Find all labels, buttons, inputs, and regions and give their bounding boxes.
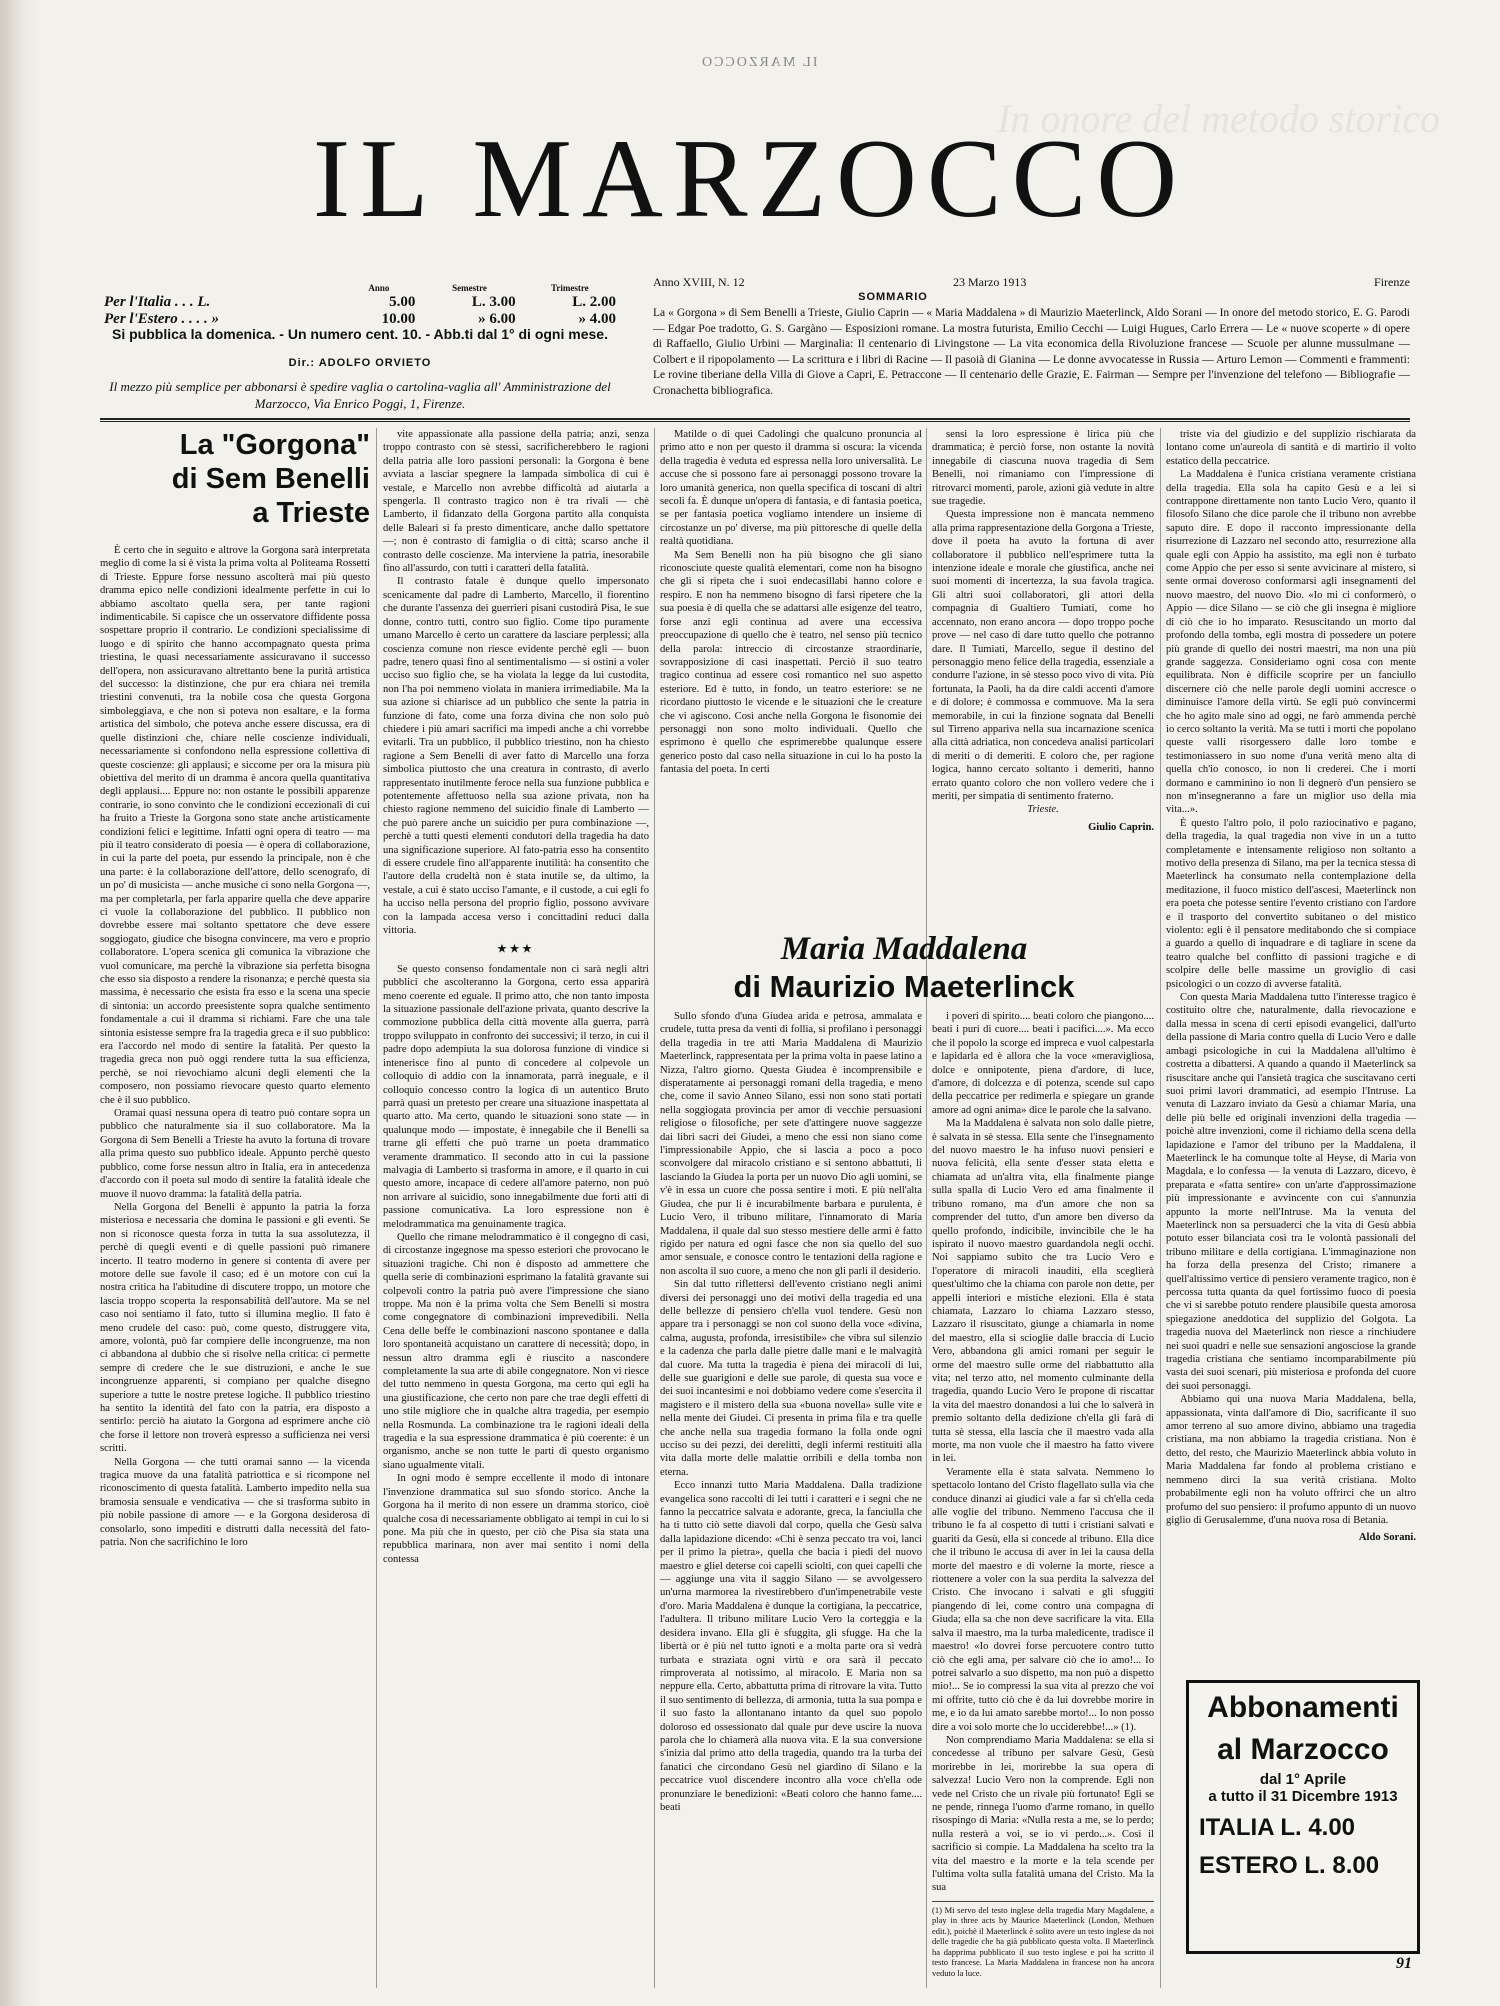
dateline: Trieste. (1027, 804, 1059, 816)
paragraph: Veramente ella è stata salvata. Nemmeno lo spettacolo lontano del Cristo flagellato sulla via che conduce dinanzi ai giudici vale a far sì ch'ella ceda alle voglie del tribuno. Nemmeno l'accusa che il tribuno le fa al cospetto di tutti i cristiani salvati e guariti da Gesù, ella si concede al tribuno. Ella dice che il tribuno le accusa di aver in lei la causa della morte del maestro e di volerne la morte, riesce a riottenere a voler con la sua perdita la salvezza del Cristo. Che invocano i salvati e gli sfuggiti piangendo di lei, come contro una compagna di Giuda; ella sa che non deve sacrificare la vita. Ella salva il maestro, ma la turba maledicente, tradisce il maestro! «Io dovrei forse percuotere contro tutto ciò che egli ama, per salvare ciò che io amo!... Io potrei salvarlo a suo dispetto, ma non può a dispetto mio!... Se io compressi la sua vita al prezzo che voi mi offrite, tutto ciò che è da lui dovrebbe morire in me, e io da lui amato sarebbe morto!... Io non posso dire a voi solo morte che lo ucciderebbe!...» (1). (932, 1466, 1154, 1733)
price-estero: ESTERO L. 8.00 (1199, 1852, 1380, 1879)
paragraph: Il contrasto fatale è dunque quello impersonato scenicamente dal padre di Lamberto, Marcello, il fiorentino che durante l'assenza dei guerrieri pisani custodirà Pisa, le sue donne, contro tutti, contro suo figlio. Come tipo puramente umano Marcello è certo un carattere da lasciare perplessi; alla coscienza comune non riesce evidente perchè egli — buon padre, tenero quasi fino al sentimentalismo — si ostini a voler ucciso suo figlio che, se ha violata la legge da lui custodita, non l'ha poi nemmeno violata in maniera irrimediabile. Ma la sua azione si chiarisce ad un pubblico che sente la patria in funzione di fato, come una forza divina che non solo può chiedere i più amari sacrifici ma impedì anche a chi vorrebbe evitarli. Tra un pubblico, il pubblico triestino, non ha chiesto ragione a Sem Benelli di aver fatto di Marcello una forza simbolica piuttosto che una creatura in contrasto, di averlo rappresentato inutilmente feroce nella sua funzione pubblica e potentemente affettuoso nella sua azione privata, non ha chiesto ragione nemmeno del suicidio finale di Lamberto — che può parere anche un suicidio per pura combinazione —, perchè a tutti questi elementi condutori della tragedia ha dato una significazione superiore. Al fato-patria esso ha consentito di essere crudele fino all'apparente inutilità: ha consentito che l'autore della crudeltà non è stata inutile se, da ultimo, la vestale, a cui è stato ucciso l'amante, e il custode, a cui egli fo ha ucciso nella persona del proprio figlio, possono avvivare con la lampada accesa verso i concittadini reduci dalla vittoria. (383, 576, 649, 937)
column-rule (1160, 428, 1161, 1988)
issue-date: 23 Marzo 1913 (953, 275, 1027, 289)
issue-city: Firenze (1374, 275, 1410, 289)
paragraph: Ma la Maddalena è salvata non solo dalle pietre, è salvata in sè stessa. Ella sente che l'insegnamento del nuovo maestro le ha infuso nuovi pensieri e nuova felicità, ella sente d'esser stata eletta e chiamata ad un'altra vita, ella finalmente piange sulla spalla di Lucio Vero ed ama finalmente il tribuno romano, ma d'un amore che non sa comprender del tutto, d'un amore ben diverso da quello profondo, indicibile, invincibile che le ha ispirato il nuovo maestro guardandola negli occhi. Noi sappiamo subito che tra Lucio Vero e l'operatore di miracoli inauditi, ella sceglierà quest'ultimo che la chiama con parole non dette, per appelli interiori e mistiche elezioni. Ella è stata chiamata, Lazzaro lo chiama Lazzaro stesso, Lazzaro il risuscitato, giunge a chiamarla in nome del maestro, ella si scioglie dalle braccia di Lucio Vero, abbandona gli amici romani per seguir le orme del maestro sulle orme del riabbattutto alla vita; nel terzo atto, nel momento culminante della tragedia, quando Lucio Vero le propone di riscattar la vita del maestro donandosi a lui che lo salverà in premio soltanto della dedizione ch'ella gli farà di tutta sè stessa, ella lascia che il maestro vada alla morte, ma non vuole che il maestro ha fatto vivere in lei. (932, 1118, 1154, 1465)
footnote: (1) Mi servo del testo inglese della tragedia Mary Magdalene, a play in three acts by Maurice Maeterlinck (London, Methuen edit.), poichè il Maeterlinck è solito avere un testo inglese da noi delle tragedie che ha già pubblicato questa volta. Il Maeterlinck ha dapprima pubblicato il suo testo inglese e poi ha scritto il testo francese. La Maria Maddalena in francese non ha ancora veduto la luce. (932, 1901, 1154, 1979)
sommario-text: La « Gorgona » di Sem Benelli a Trieste, Giulio Caprin — « Maria Maddalena » di Maurizio Maeterlinck, Aldo Sorani — In onore del metodo storico, E. G. Parodi — Edgar Poe tradotto, G. S. Gargàno — Esposizioni romane. La mostra futurista, Emilio Cecchi — Luigi Hugues, Carlo Errera — Le « nuove scoperte » di opere di Raffaello, Giulio Urbini — Marginalia: Il centenario di Livingstone — La vita economica della Rivoluzione francese — Scuole per alunne mussulmane — Colbert e il ripopolamento — La scrittura e i libri di Racine — Il pasoià di Gianina — Le donne avvocatesse in Russia — Arturo Lemon — Commenti e frammenti: Le rovine tiberiane della Villa di Giove a Capri, E. Petraccone — Il centenario delle Grazie, E. Fairman — Sempre per l'invenzione del telefono — Bibliografie — Cronachetta bibliografica. (653, 307, 1410, 397)
col-semestre: Semestre (452, 283, 487, 293)
header-rule-thin (100, 421, 1410, 422)
publication-info: Si pubblica la domenica. - Un numero cent. 10. - Abb.ti dal 1° di ogni mese. (112, 326, 608, 342)
author-signature: Giulio Caprin. (1088, 821, 1154, 833)
column-5 (1166, 428, 1416, 1545)
column-4 (932, 428, 1154, 834)
paragraph: È certo che in seguito e altrove la Gorgona sarà interpretata meglio di come la si è vista la prima volta al Politeama Rossetti di Trieste. Eppure forse nessuno ascolterà mai più questo dramma epico nelle condizioni idealmente perfette in cui lo abbiamo ascoltato quella sera, per tante ragioni indimenticabile. Si capisce che un osservatore diffidente possa sospettare proprio il contrario. Le condizioni specialissime di luogo e di spirito che hanno accompagnato questa prima triestina, le quasi necessariamente assicuravano il successo dell'opera, non assicuravano altrettanto bene la purità artistica del successo: la distinzione, che pur era chiara nei tremila triestini convenuti, tra la nobile cosa che questa Gorgona simboleggiava, e che non si poteva non esaltare, e la forma artistica del simbolo, che poteva anche essere discussa, era di quelle distinzioni che, chiare nelle coscienze individuali, necessariamente si confondono nella espressione collettiva di queste coscienze: gli applausi; e siccome per ora la misura più obiettiva del merito di un dramma è ancora quella quantitativa degli applausi.... Eppure no: non ostante le possibili apparenze contrarie, io sono convinto che le condizioni eccezionali di cui ha fruito a Trieste la Gorgona sono state anche artisticamente condizioni felici e legittime. Infatti ogni opera di teatro — ma più il teatro considerato di poesia — è opera di collaborazione, in cui la parte del poeta, pur essendo la principale, non è che una parte: è la collaborazione dell'attore, dello scenografo, di un po' di musicista — anche musiche ci sono nella Gorgona —, ma per completarla, per farla apparire quella che deve apparire ci vuole la collaborazione del pubblico. Il pubblico non dovrebbe essere mai soltanto spettatore che deve essere soggiogato, giudice che bisogna convincere, ma vero e proprio collaboratore. L'opera scenica gli comunica la vibrazione che vuol comunicare, ma perchè la vibrazione sia perfetta bisogna che esso sia disposto a rendere la risonanza; e perchè questa sia massima, è necessario che esista fra esso e la scena una specie di sintonia: un accordo preesistente sopra qualche sentimento fondamentale a cui il dramma si richiami. Fare che una tale sintonia esistesse sempre fra la tragedia greca e il suo pubblico: era l'accordo nel modo di sentire la fatalità. Per questo la tragedia greca non può oggi rendere tutta la sua efficienza, perchè, se noi rievochiamo alcuni degli elementi che la composero, non possiamo rievocare questo quarto elemento che è il suo pubblico. (100, 545, 370, 1106)
paragraph: Sullo sfondo d'una Giudea arida e petrosa, ammalata e crudele, tutta presa da venti di follia, si profilano i personaggi della tragedia in tre atti Maria Maddalena di Maurizio Maeterlinck, rappresentata per la prima volta in paese latino a Nizza, l'altro giorno. Questa Giudea è incomprensibile e disperatamente ai personaggi romani della tragedia, e meno che, come il savio Anneo Silano, essi non sono stati portati nella soggiogata provincia per amor di vecchie persuasioni religiose o filosofiche, per sete d'attingere nuove saggezze dai libri sacri dei Giudei, a meno che essi non siano come l'impressionabile Appio, che si lascia a poco a poco sconvolgere dal miracolo cristiano e si sentono abbattuti, li lasciando la Giudea la porta per un nuovo Dio agli uomini, se v'è in essa un cuore che possa sentire i moti. E più nell'alta Giudea, che pur li è incurabilmente barbara e purulenta, è Lucio Vero, il tribuno militare, l'innamorato di Maria Maddalena, il quale dal suo stesso mestiere delle armi è fatto rigido per natura ed ogni fasce che non sia quello del suo amor sensuale, e conosce contro le tentazioni della ragione e non ascolta il suo cuore, a meno che non gli parli il desiderio. (660, 1011, 922, 1277)
paragraph: Matilde o di quei Cadolingi che qualcuno pronuncia al primo atto e non per questo il dramma si oscura: la vicenda della tragedia è veduta ed espressa nella loro universalità. Le accuse che si possono fare ai personaggi possono trovare la loro umanità generica, non quella specifica di toscani di altri secoli fa. È dunque un'opera di fantasia, e di fantasia poetica, se per fantasia poetica vogliamo intendere un insieme di circostanze un po' diverse, ma più pittoresche di quelle della realtà quotidiana. (660, 429, 922, 548)
paragraph: triste via del giudizio e del supplizio rischiarata da lontano come un'aureola di santità e di martirio il volto estatico della peccatrice. (1166, 429, 1416, 467)
column-1 (100, 428, 370, 1549)
paragraph: Abbiamo qui una nuova Maria Maddalena, bella, appassionata, vinta dall'amore di Dio, sacrificante il suo amor terreno al suo amore divino, abbiamo una tragedia cristiana, ma non abbiamo la tragedia cristiana. Non è detto, del resto, che Maurizio Maeterlinck abbia voluto in Maria Maddalena far fondo al problema cristiano e nemmeno dirci la sua verità cristiana. Molto probabilmente egli non ha voluto offrirci che un altro profumo del suo pensiero: il profumo appunto di un nuovo giglio di Gerusalemme, d'una nuova rosa di Betania. (1166, 1394, 1416, 1526)
masthead: IL MARZOCCO (312, 117, 1188, 241)
paragraph: È questo l'altro polo, il polo raziocinativo e pagano, della tragedia, la qual tragedia non vive in un a tutto completamente e intensamente religioso non soltanto a motivo della presenza di Silano, ma per la tecnica stessa di Maeterlinck ha consumato nella contemplazione della meditazione, il fuoco mistico dell'ascesi, Maeterlinck non era poeta che potesse sentire l'evento cristiano con l'ardore e il trasporto del convertito subitaneo o del mistico violento: egli è il pensatore meditabondo che si compiace a guardo a quello di inquadrare e di tagliare in scene da teatro qualche bel conflitto di passioni tragiche e di scolpire delle belle massime un groviglio di casi psicologici o un cozzo di avverse fatalità. (1166, 817, 1416, 990)
paragraph: sensi la loro espressione è lirica più che drammatica; è perciò forse, non ostante la novità innegabile di ciascuna nuova tragedia di Sem Benelli, noi rimaniamo con l'impressione di ritrovarci momenti, parole, azioni già vedute in altre sue tragedie. (932, 429, 1154, 508)
paragraph: Ma Sem Benelli non ha più bisogno che gli siano riconosciute queste qualità elementari, come non ha bisogno che gli si ripeta che i suoi endecasillabi hanno colore e respiro. E non ha nemmeno bisogno di farsi ripetere che la sua poesia è di quella che se adattarsi alle esigenze del teatro, forse anzi egli continua ad avere una eccessiva preoccupazione di quello che è teatro, nel senso più tecnico della parola: intreccio di circostanze straordinarie, sovrapposizione di casi inaspettati. Perciò il suo teatro tragico continua ad essere così romantico nel suo aspetto esteriore. Ed è tutto, in fondo, un teatro esteriore: se ne ricordano piuttosto le vicende e le situazioni che le creature che vi agiscono. Così anche nella Gorgona le fisonomie dei personaggi non sono molto individuali. Quello che esprimono è quello che esprimerebbe qualunque essere generico posto dal caso nella situazione in cui lo ha posto la fantasia del poeta. In certi (660, 549, 922, 776)
paragraph: Se questo consenso fondamentale non ci sarà negli altri pubblici che ascolteranno la Gorgona, certo essa apparirà meno coerente ed eguale. Il primo atto, che non tanto imposta la situazione passionale dell'azione privata, quanto descrive la commozione pubblica della città movente alla guerra, parrà troppo sviluppato in confronto dei successivi; il terzo, in cui il padre dopo adempiuta la sua dolorosa funzione di vindice si intenerisce fino al punto di concedere al colpevole un colloquio di addio con la innamorata, parrà ineguale, e il colloquio concesso contro la logica di un autentico Bruto parrà quasi un pretesto per creare una situazione inaspettata al quarto atto. Ma certo, quando le situazioni sono state — in qualunque modo — impostate, è innegabile che il Benelli sa trarne gli effetti che può trarne un poeta drammatico veramente drammatico. Il secondo atto in cui la passione malvagia di Lamberto si trasforma in amore, e il quarto in cui questo amore, incapace di cedere all'amore paterno, non può non arrivare al suicidio, sono innegabilmente due forti atti di passione comunicativa. La loro espressione non è melodrammatica ma genuinamente tragica. (383, 963, 649, 1230)
column-4-lower (932, 1010, 1154, 1978)
price-row-estero: Per l'Estero . . . . » 10.00 » 6.00 » 4.00 (104, 311, 616, 327)
col-anno: Anno (368, 283, 390, 293)
paragraph: Nella Gorgona del Benelli è appunto la patria la forza misteriosa e necessaria che domina le passioni e gli eventi. Se non si riconosce questa forza in tutta la sua assolutezza, il perchè di quegli eventi e di quelle passioni può rimanere incerto. Il teatro moderno in genere si contenta di avere per motore delle sue favole il caso; ed è un motore con cui la nostra critica ha l'abitudine di discutere troppo, un motore che lascia troppo scoperta la responsabilità dell'autore. Ma se nel caso noi sentiamo il fato, tutto si illumina meglio. Il fato è meno crudele del caso: può, come questo, distruggere vita, amore, volontà, può far compiere delle incongruenze, ma non ci abbandona al dubbio che si risolve nella critica: ci permette sempre di credere che le sue distruzioni, e anche le sue incongruenze apparenti, si compiano per qualche disegno superiore a tutte le nostre pretese logiche. Il pubblico triestino ha sentito la identità del fato con la patria, era disposto a sentirlo: perciò ha aiutato la Gorgona ad esprimere anche ciò che forse il lettore non troverà espresso a sufficienza nei versi scritti. (100, 1201, 370, 1455)
article2-headline: Maria Maddalena di Maurizio Maeterlinck (733, 931, 1075, 1004)
author-signature: Aldo Sorani. (1358, 1532, 1416, 1544)
subscription-ad: Abbonamenti al Marzocco dal 1° Aprile a tutto il 31 Dicembre 1913 ITALIA L. 4.00 ESTERO L. 8.00 (1186, 1680, 1420, 1954)
paragraph: In ogni modo è sempre eccellente il modo di intonare l'invenzione drammatica sul suo sfondo storico. Anche la Gorgona ha il merito di non essere un dramma storico, cioè qualche cosa di necessariamente obbligato ai tempi in cui lo si pone. Ma più che in questo, per ciò che Pisa sia stata una repubblica marinara, non aver mai sentito i nomi della contessa (383, 1473, 649, 1565)
header-rule (100, 418, 1410, 420)
sommario-title: SOMMARIO (858, 291, 928, 303)
paragraph: Non comprendiamo Maria Maddalena: se ella si concedesse al tribuno per salvare Gesù, Gesù morirebbe in lei, morirebbe la sua opera di salvezza! Lucio Vero non la comprende. Egli non vede nel Cristo che un rivale più fortunato! Egli se ne pende, rinnega l'uomo d'arme romano, in quello risospingo di Maria: «Nulla resta a me, se lo perdo; nulla resterà a voi, se io vi perdo...». Così il sacrificio si compie. La Maddalena ha scelto tra la vita del maestro e la morte e la tela scende per l'ultima volta sulla fatalità umana del Cristo. Ma la sua (932, 1734, 1154, 1894)
section-separator: ★★★ (497, 944, 535, 956)
bleed-through-title: In onore del metodo storico (997, 96, 1440, 141)
paragraph: Sin dal tutto riflettersi dell'evento cristiano negli animi diversi dei personaggi uno dei motivi della tragedia ed una delle bellezze di pensiero ch'ella vuol tendere. Gesù non appare tra i personaggi se non col suono della voce «divina, calma, augusta, profonda, irresistibile» che vibra sul silenzio e la cadenza che parla dalle pietre dalle mani e le malvagità dal cuore. Ma tutta la tragedia è piena dei miracoli di lui, delle sue guarigioni e delle sue parole, di questa sua voce e dei suoi incantesimi e noi dobbiamo vedere come s'esercita il magistero e il mistero della sua «buona novella» sulle vite e nella mente dei Giudei. Ci presenta in prima fila e tra quelle che anche nella sua tragedia formano la folla onde ogni ucciso su dei pezzi, dei derelitti, degli infermi restituiti alla vita dalla morte delle malattie orribili e della tomba non eterna. (660, 1279, 922, 1478)
page-number: 91 (1396, 1955, 1412, 1972)
paragraph: Nella Gorgona — che tutti oramai sanno — la vicenda tragica muove da una fatalità patriottica e si ricompone nel riconoscimento di questa fatalità. Lamberto impedito nella sua bramosia sensuale e vendicativa — che si trasforma subito in più nobile passione di amore — e la Gorgona desiderosa di consolarlo, sono impediti e distrutti dalla necessità del fato-patria. Non che sacrifichino le loro (100, 1456, 370, 1549)
paragraph: Oramai quasi nessuna opera di teatro può contare sopra un pubblico che naturalmente sia il suo collaboratore. Ma la Gorgona di Sem Benelli a Trieste ha avuto la fortuna di trovare alla prima questo suo pubblico ideale. Appunto perchè questo pubblico, come forse nessun altro in Italia, era in antecedenza d'accordo con il poeta sul modo di sentire la fatalità ideale che muove il nuovo dramma: la fatalità della patria. (100, 1108, 370, 1200)
paragraph: La Maddalena è l'unica cristiana veramente cristiana della tragedia. Ella sola ha capito Gesù e a lei si contrappone direttamente non tanto Lucio Vero, quanto il filosofo Silano che dice parole che il tribuno non avrebbe saputo dire. E dopo il racconto impressionante della risurrezione di Lazzaro nel secondo atto, resurrezione alla quale egli con Appio ha assistito, ma egli non è turbato come Appio che per esso si sente avvicinare al mistero, si sente ormai doveroso conformarsi agli insegnamenti del nuovo maestro, del nuovo Dio. «Io mi ci conformerò, o Appio — dice Silano — se ciò che gli insegna è migliore di ciò che io ho imparato. Resuscitando un morto dal profondo della tomba, egli mostra di possedere un potere più grande di quello dei nostri maestri, ma non una più grande saggezza. Consideriamo ogni cosa con mente equilibrata. Non è difficile scoprire per un fanciullo discernere ciò che nelle parole degli uomini accresce o diminuisce l'amore della virtù. Se egli può convincermi che ho agito male sino ad oggi, ne farò ammenda perchè io cerco soltanto la verità. Ma se tutti i morti che popolano queste valli risorgessero dalle loro tombe e testimoniassero in suo nome d'una verità meno alta di quella ch'io conosco, io non li crederei. Che i morti dormano e camminino io non li degnerò d'un pensiero se non m'insegneranno a fare un miglior uso della mia vita...». (1166, 469, 1416, 816)
column-3 (660, 428, 922, 777)
paragraph: Quello che rimane melodrammatico è il congegno di casi, di circostanze ingegnose ma spesso esteriori che provocano le situazioni tragiche. Chi non è disposto ad ammettere che quella serie di combinazioni esprimano la fatalità gravante sui colpevoli contro la patria può avere l'impressione che siano troppe. Ma non è la prima volta che Sem Benelli si mostra come congegnatore di combinazioni imprevedibili. Nella Cena delle beffe le combinazioni nascono spontanee e dalla loro spontaneità acquistano un carattere di necessità; dopo, in nessun altro dramma egli è riuscito a nascondere completamente la sua arte di abile congegnatore. Non vi riesce del tutto nemmeno in questa Gorgona, ma certo qui egli ha una giustificazione, che certo non pare che trae degli effetti di uno stile migliore che in qualche altra tragedia, per esempio nella Rosmunda. La combinazione tra le ragioni ideali della tragedia e la sua espressione drammatica è più coerente: è un organismo, anche se non tutte le parti di questo organismo siano ugualmente vitali. (383, 1231, 649, 1471)
paragraph: Ecco innanzi tutto Maria Maddalena. Dalla tradizione evangelica sono raccolti di lei tutti i caratteri e i segni che ne fanno la peccatrice salvata e adorante, greca, la fanciulla che ha ti tutto ciò sette diavoli dal corpo, quella che Gesù salva dalla lapidazione dicendo: «Chi è senza peccato tra voi, lanci per il primo la pietra», quella che bacia i piedi del nuovo maestro e gliel deterse coi capelli sciolti, con quei capelli che — aggiunge una vita il saggio Silano — se avvolgessero un'urna marmorea la rivestirebbero d'un'impenetrabile veste d'oro. Maria Maddalena è dunque la cortigiana, la peccatrice, l'adultera. Il tribuno militare Lucio Vero la corteggia e la desidera invano. Ella gli è sfuggita, gli sfugge. Ha che la libertà or è più nel tutto ignoti e a molta parte ora si vedrà turbata e straziata ogni virtù e ora sarà il peccato rimproverata al notissimo, al miracolo. E Maria non sa neppure ella. Certo, abbattutta prima di ritrovare la vita. Tutto il suo sentimento di bellezza, di armonia, tutta la sua pompa e il suo fasto la allontanano intanto da quel suo popolo doloroso ed ossessionato dal quale pur deve uscire la nuova parola che lo chiamerà alla nuova vita. E la sua conversione s'inizia dal primo atto della tragedia, quando tra la turba dei fanatici che circondano Gesù nel giardino di Silano e la peccatrice vuol discendere incontro alla voce ch'ella ode pronunziare le benedizioni: «Beati coloro che hanno fame.... beati (660, 1480, 922, 1813)
director: Dir.: ADOLFO ORVIETO (288, 357, 432, 369)
column-rule (376, 428, 377, 1988)
price-italia: ITALIA L. 4.00 (1199, 1814, 1356, 1841)
column-rule (654, 428, 655, 1988)
column-rule (926, 428, 927, 1988)
paragraph: Questa impressione non è mancata nemmeno alla prima rappresentazione della Gorgona a Trieste, dove il poeta ha avuto la fortuna di aver collaboratore il pubblico nell'esprimere tutta la intenzione ideale e morale che giustifica, anche nei suoi momenti di incertezza, la sua favola tragica. Gli altri suoi collaboratori, gli attori della compagnia di Gualtiero Tumiati, come ho accennato, non erano ancora — dopo troppo poche prove — nel caso di dare tutto quello che potranno dare. Il Tumiati, Marcello, segue il destino del personaggio meno felice della tragedia, essenziale a condurre l'azione, in sè stesso poco vivo di vita. Più fortunata, la Paoli, ha da dire caldi accenti d'amore e di dolore; è commossa e commuove. Ma la sera memorabile, in cui la finzione sognata dal Benelli sul Tirreno appariva nella sua incarnazione scenica alla città adriatica, non concedeva analisi particolari di meriti o di demeriti. E coloro che, per ragione logica, hanno cercato soltanto i demeriti, hanno errato quanto coloro che non vollero vedere che i meriti, per simpatia di sentimento fraterno. (932, 509, 1154, 802)
subscription-instructions: Il mezzo più semplice per abbonarsi è spedire vaglia o cartolina-vaglia all' Amministrazione del Marzocco, Via Enrico Poggi, 1, Firenze. (109, 379, 611, 411)
price-row-italia: Per l'Italia . . . L. 5.00 L. 3.00 L. 2.00 (104, 294, 616, 310)
bleed-through-masthead: IL MARZOCCO (700, 55, 818, 70)
paragraph: vite appassionate alla passione della patria; anzi, senza troppo contrasto con sè stessi, sacrificherebbero le ragioni della patria alle loro passioni personali: la Gorgona è bene avviata a lasciar spegnere la lampada simbolica di cui è vestale, e Marcello non avrebbe difficoltà ad aiutarla a spengerla. Il contrasto tragico non è tra rivali — chè Lamberto, il fidanzato della Gorgona partito alla conquista delle Baleari si fa presto dimenticare, anche dallo spettatore —; non è contrasto di famiglia o di città; scarso anche il contrasto delle coscienze. Ma interviene la patria, inesorabile fino all'assurdo, con tutti i caratteri della fatalità. (383, 429, 649, 575)
paragraph: Con questa Maria Maddalena tutto l'interesse tragico è costituito oltre che, naturalmente, dalla rievocazione e dalla messa in scena di certi episodi evangelici, dall'urto della passione di Maria contro quella di Lucio Vero e dalle ambagi psicologiche in cui la Maddalena all'ultimo è costretta a dibattersi. A quando a quando il Maeterlinck sa risuscitare anche qui l'ansietà tragica che suscitavano certi suoi primi lavori drammatici, ad esempio l'Intruse. La venuta di Lazzaro inviato da Gesù a chiamar Maria, una delle più belle ed originali invenzioni della tragedia — poichè altre invenzioni, come il richiamo della scena della lapidazione e l'amor del tribuno per la Maddalena, il Maeterlinck le ha comunque tolte al Heyse, di Maria von Magdala, e lo confessa — la venuta di Lazzaro, dicevo, è preparata e «fatta sentire» con un'arte d'approssimazione più impressionante e avvincente con cui s'annunzia appunto la morte nell'Intruse. Ma la venuta del Maeterlinck non sa persuaderci che la vita di Gesù abbia potuto esser bilanciata così tra le volontà passionali del tribuno militare e della cortigiana. L'immaginazione non ha forza della presenza del Cristo; rimanere a quell'altissimo vertice di pensiero veramente tragico, non è percossa tutta quanta da quel fortissimo fuoco di poesia che vi si sarebbe potuto rendere plausibile questa amorosa spiegazione aneddotica del supplizio del Golgota. La tragedia nuova del Maeterlinck non riesce a rinchiudere nei suoi quadri e nelle sue sensazioni angosciose la grande tragedia cristiana che sentiamo incomparabilmente più vasta dei suoi scenari, più misteriosa e profonda del cuore dei suoi personaggi. (1166, 992, 1416, 1392)
page-edge-shadow (0, 0, 40, 2006)
issue-number: Anno XVIII, N. 12 (653, 275, 745, 289)
column-2 (383, 428, 649, 1566)
article1-headline: La "Gorgona" di Sem Benelli a Trieste (171, 429, 370, 529)
col-trimestre: Trimestre (551, 283, 589, 293)
subscription-prices (100, 282, 620, 328)
column-3-lower (660, 1010, 922, 1814)
paragraph: i poveri di spirito.... beati coloro che piangono.... beati i puri di cuore.... beati i pacifici....». Ma ecco che il popolo la scorge ed impreca e vuol calpestarla e lapidarla ed è allora che la voce «meravigliosa, dolce e onnipotente, piena d'ardore, di luce, d'amore, di dolcezza e di potenza, scende sul capo della peccatrice per redimerla e spiegare un grande amore ad ogni anima» dice le parole che la salvano. (932, 1011, 1154, 1116)
